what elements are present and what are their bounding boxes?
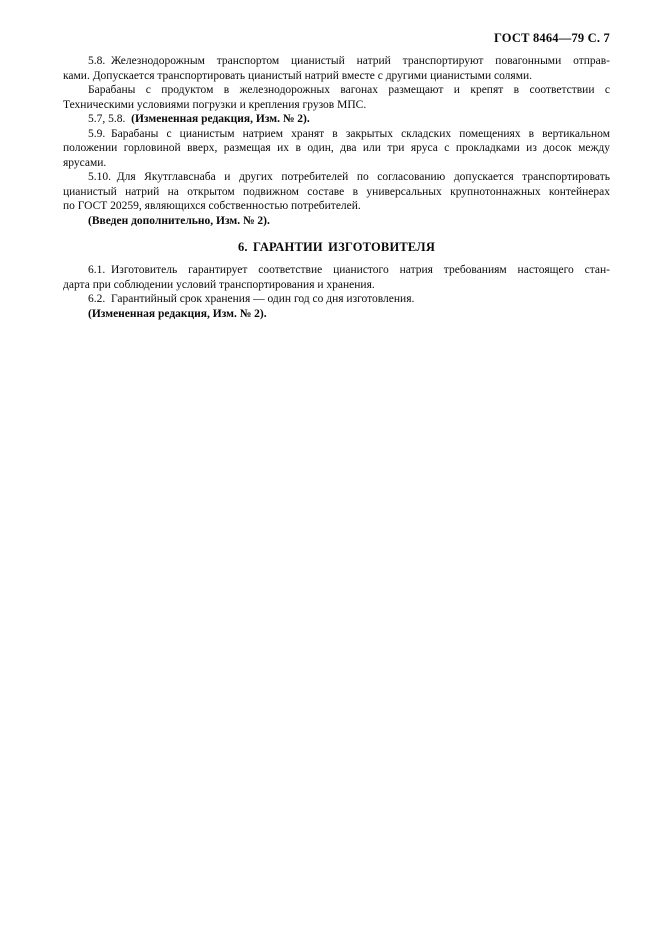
text-line: [63, 141, 610, 156]
text-run: 5.8. Железнодорожным транспортом цианистый натрий транспортируют повагонными отправ-: [88, 55, 610, 67]
text-run: цианистый натрий на открытом подвижном составе в универсальных крупнотоннажных контейнерах: [63, 185, 610, 198]
text-run: по ГОСТ 20259, являющихся собственностью потребителей.: [63, 200, 361, 213]
text-run: ярусами.: [63, 156, 107, 169]
section-heading: 6. ГАРАНТИИ ИЗГОТОВИТЕЛЯ: [237, 239, 436, 254]
text-run: положении горловиной вверх, размещая их в один, два или три яруса с прокладками из досок между: [63, 142, 610, 155]
bold-run: (Измененная редакция, Изм. № 2).: [88, 307, 267, 320]
text-line: [63, 127, 610, 142]
text-run: 5.10. Для Якутглавснаба и других потребителей по согласованию допускается транспортировать: [88, 171, 610, 184]
text-run: 5.9. Барабаны с цианистым натрием хранят в закрытых складских помещениях в вертикальном: [88, 127, 610, 140]
text-line: [63, 307, 610, 322]
text-run: 6.1. Изготовитель гарантирует соответствие цианистого натрия требованиям настоящего стан-: [88, 264, 610, 277]
document-body: [63, 54, 610, 321]
text-run: Барабаны с продуктом в железнодорожных вагонах размещают и крепят в соответствии с: [88, 84, 610, 97]
text-line: [63, 185, 610, 200]
text-line: [63, 214, 610, 229]
text-line: [63, 170, 610, 185]
page-header: ГОСТ 8464—79 С. 7: [493, 31, 610, 45]
text-run: 6.2. Гарантийный срок хранения — один год со дня изготовления.: [88, 293, 415, 306]
text-line: [63, 263, 610, 278]
text-line: [63, 156, 610, 171]
text-run: 5.7, 5.8.: [88, 113, 132, 126]
text-line: [63, 199, 610, 214]
text-run: Техническими условиями погрузки и крепления грузов МПС.: [63, 98, 367, 111]
bold-run: (Измененная редакция, Изм. № 2).: [131, 113, 310, 126]
text-line: [63, 98, 610, 113]
text-line: [63, 278, 610, 293]
text-line: [63, 69, 610, 84]
text-line: [63, 292, 610, 307]
bold-run: (Введен дополнительно, Изм. № 2).: [88, 215, 270, 228]
text-line: [63, 83, 610, 98]
text-line: [63, 54, 610, 69]
text-run: дарта при соблюдении условий транспортирования и хранения.: [63, 278, 375, 291]
text-run: ками. Допускается транспортировать цианистый натрий вместе с другими цианистыми солями.: [63, 69, 533, 82]
text-line: [63, 112, 610, 127]
